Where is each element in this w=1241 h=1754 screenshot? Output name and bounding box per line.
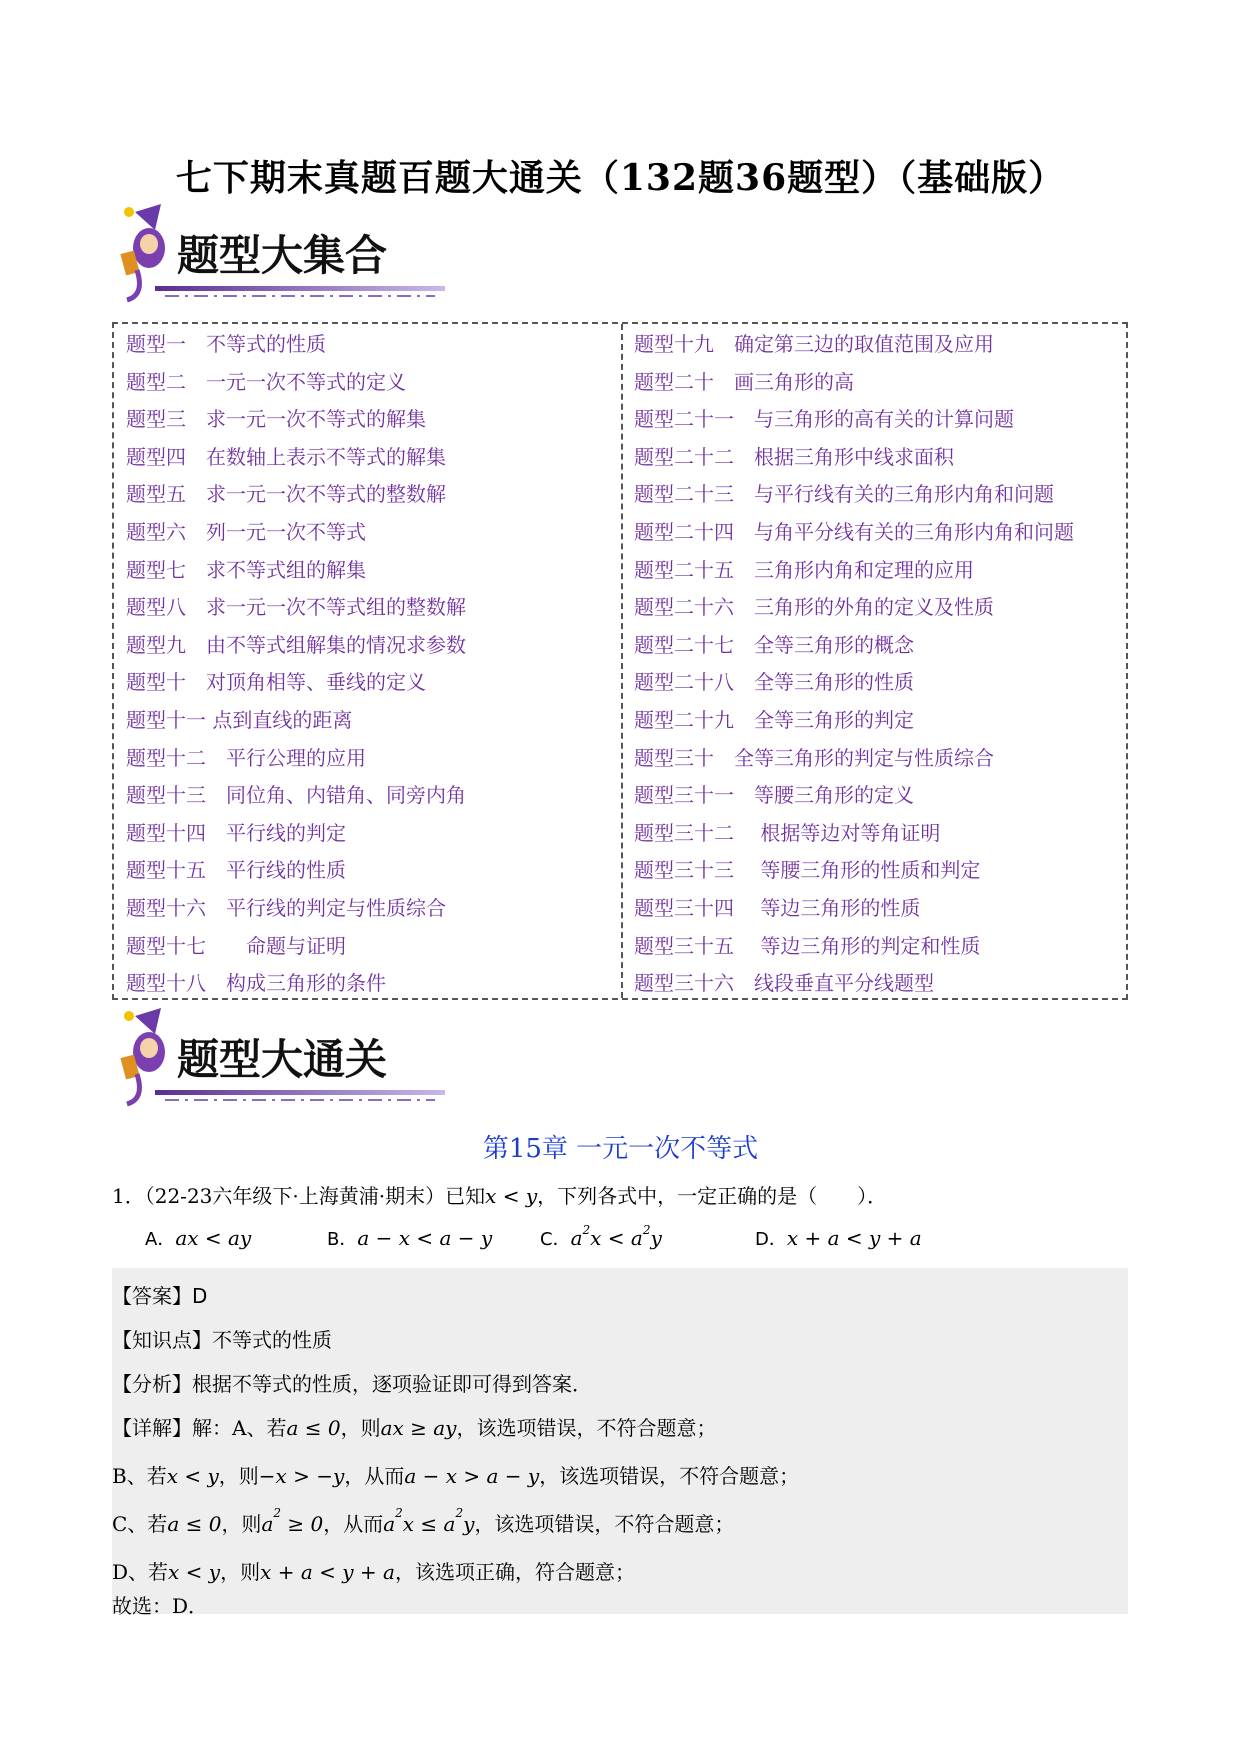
index-item[interactable]: 题型二十 画三角形的高 [634,369,854,394]
index-item[interactable]: 题型十二 平行公理的应用 [126,745,366,770]
question-prompt: ，下列各式中，一定正确的是（ ）． [537,1184,888,1208]
index-item[interactable]: 题型七 求不等式组的解集 [126,557,366,582]
wizard-mascot-icon [115,1004,465,1114]
index-item[interactable]: 题型三十六 线段垂直平分线题型 [634,971,934,996]
index-item[interactable]: 题型六 列一元一次不等式 [126,519,366,544]
question-condition: x < y [485,1184,538,1208]
index-left-column [126,326,466,1003]
final-choice-line: 故选：D． [112,1594,209,1618]
question-stem [112,1180,887,1209]
column-divider [621,324,623,998]
index-item[interactable]: 题型十三 同位角、内错角、同旁内角 [126,783,466,808]
svg-text:题型大通关: 题型大通关 [177,1035,388,1084]
svg-text:题型大集合: 题型大集合 [177,231,388,280]
section-banner-practice [115,1004,465,1114]
index-item[interactable]: 题型十九 确定第三边的取值范围及应用 [634,332,994,356]
section-banner-collection [115,200,465,310]
question-source: （22-23六年级下·上海黄浦·期末）已知 [144,1184,486,1208]
index-item[interactable]: 题型二十七 全等三角形的概念 [634,632,914,657]
index-item[interactable]: 题型三十四 等边三角形的性质 [634,895,921,920]
option-c[interactable]: C．$a^2x < a^2y$ [540,1223,662,1250]
index-item[interactable]: 题型八 求一元一次不等式组的整数解 [126,595,466,620]
index-item[interactable]: 题型三十一 等腰三角形的定义 [634,783,914,808]
knowledge-point-line: 【知识点】不等式的性质 [112,1328,332,1352]
index-item[interactable]: 题型二十二 根据三角形中线求面积 [634,444,954,469]
index-item[interactable]: 题型二 一元一次不等式的定义 [126,369,406,394]
index-item[interactable]: 题型三 求一元一次不等式的解集 [126,407,426,432]
index-item[interactable]: 题型二十四 与角平分线有关的三角形内角和问题 [634,519,1074,544]
index-item[interactable]: 题型二十六 三角形的外角的定义及性质 [634,595,994,620]
index-item[interactable]: 题型十 对顶角相等、垂线的定义 [126,670,426,695]
question-number: 1． [112,1184,145,1208]
index-item[interactable]: 题型二十五 三角形内角和定理的应用 [634,557,974,582]
detail-line-b: B、若x < y，则−x > −y，从而a − x > a − y，该选项错误，不符合题意； [112,1464,800,1488]
page-title: 七下期末真题百题大通关（132题36题型）（基础版） [175,157,1066,199]
index-item[interactable]: 题型九 由不等式组解集的情况求参数 [126,632,466,657]
index-item[interactable]: 题型三十二 根据等边对等角证明 [634,820,941,845]
option-b[interactable]: B．a − x < a − y [327,1226,493,1250]
index-item[interactable]: 题型三十五 等边三角形的判定和性质 [634,933,981,958]
index-item[interactable]: 题型一 不等式的性质 [126,332,326,356]
index-item[interactable]: 题型十一 点到直线的距离 [126,707,353,732]
index-item[interactable]: 题型十四 平行线的判定 [126,820,346,845]
answer-options [145,1225,1145,1255]
detail-line-d: D、若x < y，则x + a < y + a，该选项正确，符合题意； [112,1560,635,1584]
chapter-heading: 第15章 一元一次不等式 [482,1134,759,1164]
index-item[interactable]: 题型十七 命题与证明 [126,933,346,958]
index-item[interactable]: 题型四 在数轴上表示不等式的解集 [126,444,446,469]
answer-line: 【答案】D [112,1284,208,1308]
question-type-index [112,322,1128,1000]
index-item[interactable]: 题型十八 构成三角形的条件 [126,971,386,996]
index-item[interactable]: 题型二十八 全等三角形的性质 [634,670,914,695]
option-a[interactable]: A．ax < ay [145,1226,252,1250]
index-item[interactable]: 题型五 求一元一次不等式的整数解 [126,482,446,507]
answer-explanation [112,1268,1128,1618]
index-item[interactable]: 题型三十三 等腰三角形的性质和判定 [634,858,981,883]
index-item[interactable]: 题型十六 平行线的判定与性质综合 [126,895,446,920]
index-item[interactable]: 题型三十 全等三角形的判定与性质综合 [634,745,994,770]
index-item[interactable]: 题型二十三 与平行线有关的三角形内角和问题 [634,482,1054,507]
wizard-mascot-icon [115,200,465,310]
index-item[interactable]: 题型十五 平行线的性质 [126,858,346,883]
option-d[interactable]: D．x + a < y + a [755,1226,922,1250]
index-item[interactable]: 题型二十一 与三角形的高有关的计算问题 [634,407,1014,432]
analysis-line: 【分析】根据不等式的性质，逐项验证即可得到答案． [112,1372,592,1396]
index-item[interactable]: 题型二十九 全等三角形的判定 [634,707,914,732]
index-right-column [634,326,1074,1003]
detail-line-a: 【详解】解：A、若a ≤ 0，则ax ≥ ay，该选项错误，不符合题意； [112,1416,717,1440]
detail-line-c: C、若a ≤ 0，则$a^2 \ge 0$，从而$a^2x \le a^2y$，该选项错误，不符合题意； [112,1506,735,1536]
